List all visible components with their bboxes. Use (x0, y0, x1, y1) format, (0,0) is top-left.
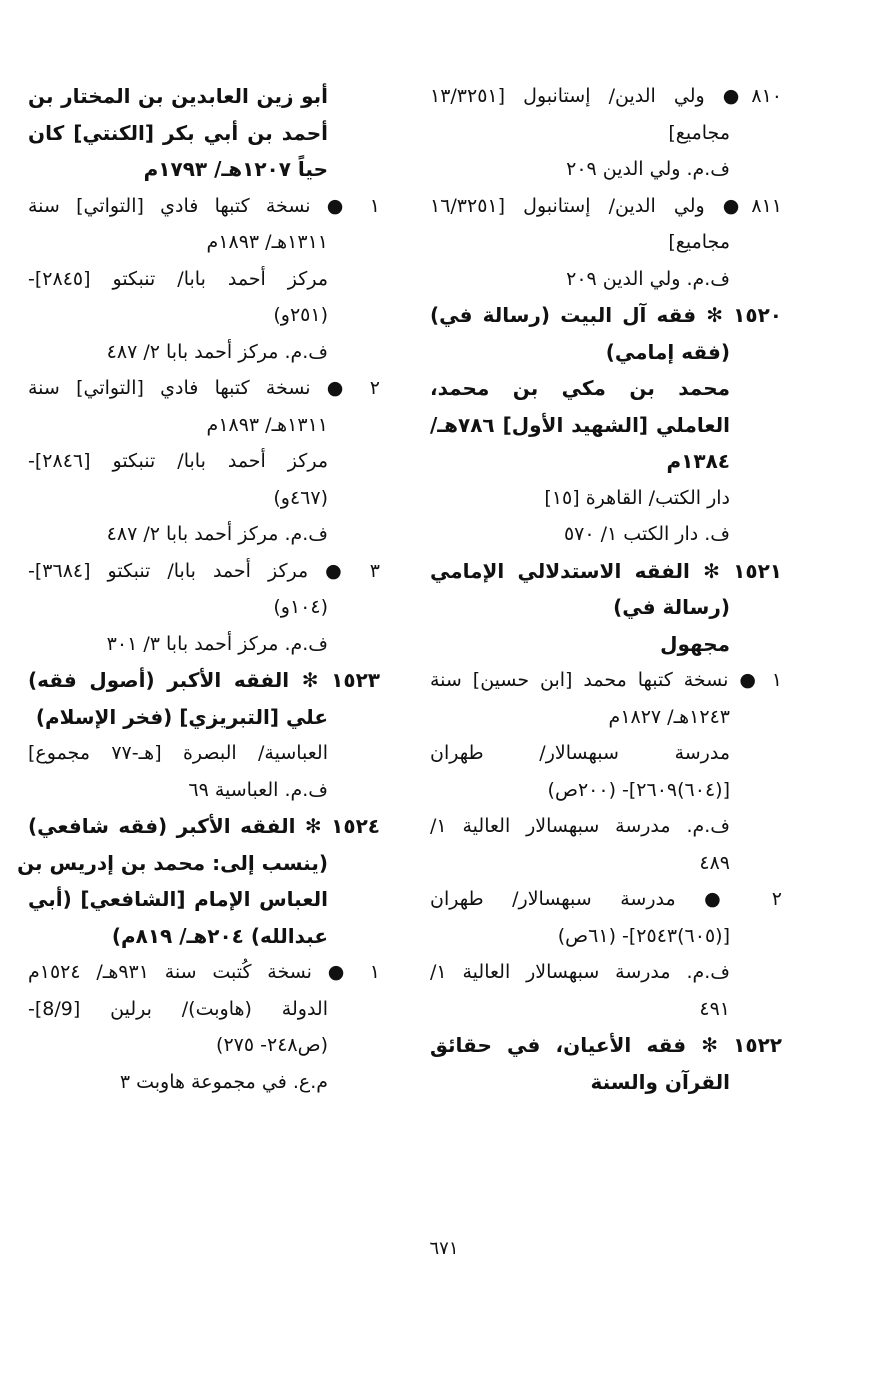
entry-text-line: مركز أحمد بابا/ تنبكتو [٢٨٤٥]- (28, 267, 328, 290)
entry-heading-line: (فقه إمامي) (605, 339, 730, 364)
entry-heading-line: ١٥٢١ ✻ الفقه الاستدلالي الإمامي (430, 558, 782, 583)
entry-heading-line: القرآن والسنة (590, 1069, 730, 1094)
entry-text-line: ٢ ● نسخة كتبها فادي [التواتي] سنة (28, 377, 380, 399)
entry-heading-line: أحمد بن أبي بكر [الكنتي] كان (28, 120, 328, 145)
entry-heading-line: مجهول (660, 631, 730, 656)
entry-text-line: (٤٦٧و) (273, 486, 328, 509)
entry-heading-line: العاملي [الشهيد الأول] ٧٨٦هـ/ (430, 412, 730, 437)
entry-text-line: مجاميع] (668, 121, 730, 144)
entry-text-line: ف.م. مركز أحمد بابا ٢/ ٤٨٧ (106, 340, 328, 363)
entry-text-line: ١٣١١هـ/ ١٨٩٣م (206, 231, 328, 253)
entry-heading-line: ١٥٢٤ ✻ الفقه الأكبر (فقه شافعي) (28, 814, 380, 838)
entry-text-line: دار الكتب/ القاهرة [١٥] (544, 486, 730, 509)
entry-text-line: ٣ ● مركز أحمد بابا/ تنبكتو [٣٦٨٤]- (28, 559, 380, 582)
entry-heading-line: محمد بن مكي بن محمد، (430, 376, 730, 400)
right-column (430, 78, 782, 1100)
entry-text-line: ١ ● نسخة كُتبت سنة ٩٣١هـ/ ١٥٢٤م (28, 961, 380, 983)
entry-heading-line: ١٣٨٤م (666, 449, 730, 473)
entry-text-line: ف.م. مركز أحمد بابا ٢/ ٤٨٧ (106, 523, 328, 545)
entry-text-line: م.ع. في مجموعة هاوبت ٣ (119, 1070, 328, 1093)
entry-text-line: (ص٢٤٨- ٢٧٥) (216, 1034, 328, 1056)
entry-heading-line: علي [التبريزي] (فخر الإسلام) (35, 704, 328, 729)
entry-text-line: ٢ ● مدرسة سبهسالار/ طهران (430, 888, 782, 910)
entry-heading-line: ١٥٢٢ ✻ فقه الأعيان، في حقائق (430, 1033, 782, 1057)
page-number: ٦٧١ (429, 1238, 459, 1259)
entry-text-line: (١٠٤و) (273, 596, 328, 618)
entry-text-line: ف.م. مدرسة سبهسالار العالية ١/ (430, 961, 730, 983)
entry-text-line: الدولة (هاوبت)/ برلين [8/9]- (28, 997, 328, 1020)
entry-text-line: مدرسة سبهسالار/ طهران (430, 742, 730, 764)
entry-text-line: ف.م. مركز أحمد بابا ٣/ ٣٠١ (106, 632, 328, 655)
entry-text-line: العباسية/ البصرة [هـ-٧٧ مجموع] (28, 742, 328, 764)
entry-text-line: مركز أحمد بابا/ تنبكتو [٢٨٤٦]- (28, 450, 328, 472)
entry-text-line: ١٣١١هـ/ ١٨٩٣م (206, 413, 328, 436)
entry-text-line: ف. دار الكتب ١/ ٥٧٠ (563, 523, 730, 545)
entry-heading-line: ١٥٢٠ ✻ فقه آل البيت (رسالة في) (430, 303, 782, 327)
entry-text-line: (٢٥١و) (273, 304, 328, 326)
entry-text-line: ف.م. ولي الدين ٢٠٩ (566, 158, 730, 180)
entry-text-line: ١ ● نسخة كتبها فادي [التواتي] سنة (28, 194, 380, 217)
entry-text-line: ف.م. مدرسة سبهسالار العالية ١/ (430, 815, 730, 837)
entry-text-line: ٤٨٩ (699, 851, 730, 874)
entry-text-line: ٨١١● ولي الدين/ إستانبول [١٦/٣٢٥١ (430, 194, 782, 217)
entry-heading-line: ١٥٢٣ ✻ الفقه الأكبر (أصول فقه) (28, 668, 380, 692)
left-column (17, 78, 380, 1100)
entry-text-line: ١٢٤٣هـ/ ١٨٢٧م (608, 705, 730, 728)
entry-heading-line: أبو زين العابدين بن المختار بن (28, 84, 328, 108)
entry-text-line: ف.م. ولي الدين ٢٠٩ (566, 267, 730, 290)
entry-heading-line: (ينسب إلى: محمد بن إدريس بن (17, 850, 328, 875)
entry-heading-line: العباس الإمام [الشافعي] (أبي (28, 887, 328, 911)
entry-text-line: ١ ● نسخة كتبها محمد [ابن حسين] سنة (430, 669, 782, 691)
entry-heading-line: حياً ١٢٠٧هـ/ ١٧٩٣م (143, 157, 328, 181)
entry-text-line: [(٦٠٤)٢٦٠٩]- (٢٠٠ص) (547, 778, 730, 801)
entry-heading-line: (رسالة في) (613, 595, 730, 619)
entry-text-line: ف.م. العباسية ٦٩ (188, 778, 328, 801)
entry-text-line: [(٦٠٥)٢٥٤٣]- (٦١ص) (557, 924, 730, 947)
entry-text-line: ٤٩١ (699, 997, 730, 1020)
entry-text-line: مجاميع] (668, 231, 730, 253)
entry-heading-line: عبدالله) ٢٠٤هـ/ ٨١٩م) (111, 923, 328, 948)
entry-text-line: ٨١٠● ولي الدين/ إستانبول [١٣/٣٢٥١ (430, 85, 782, 107)
